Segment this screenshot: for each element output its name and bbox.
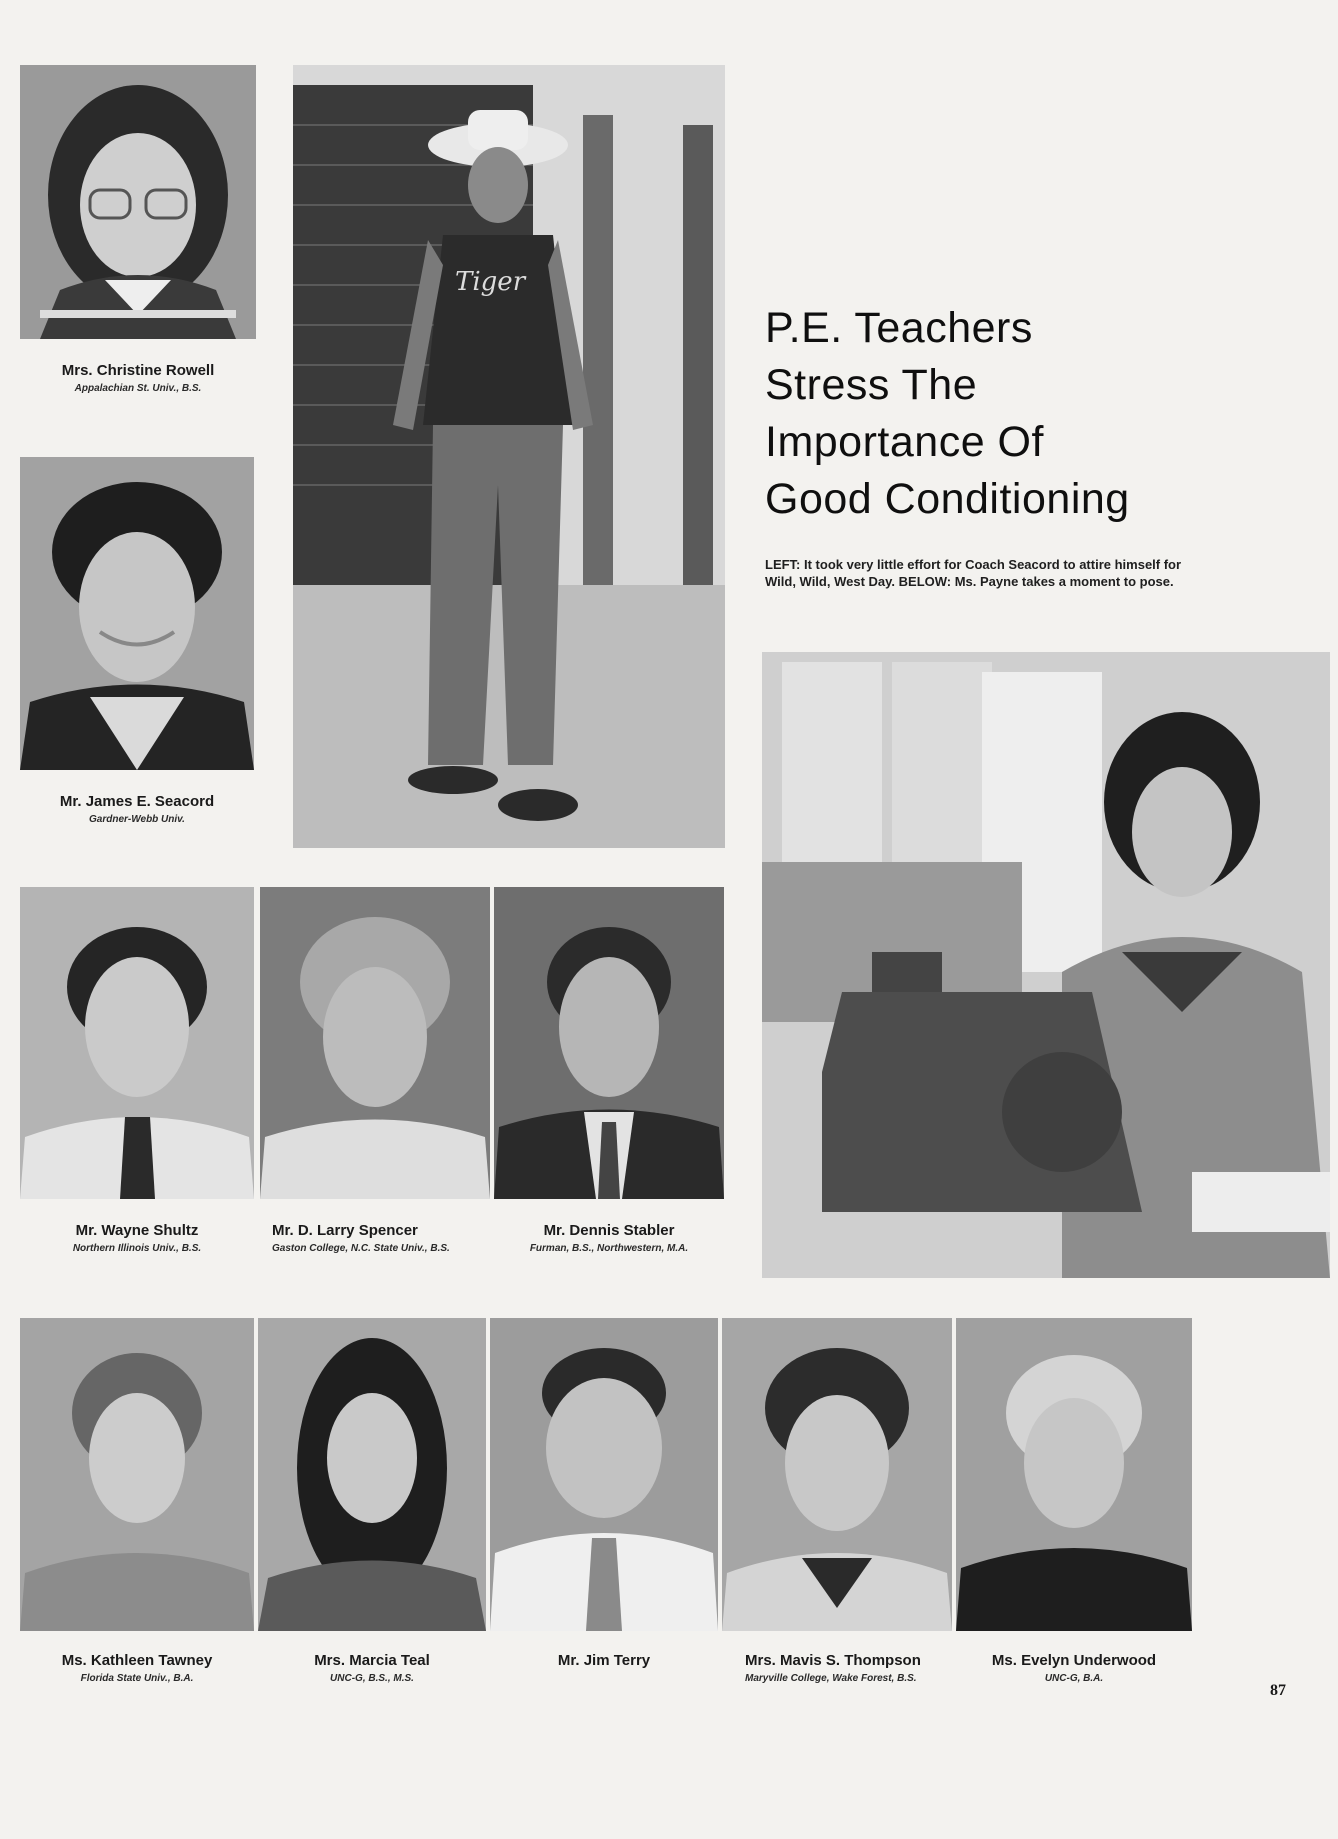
caption-seacord [20, 793, 254, 826]
teacher-degree: Appalachian St. Univ., B.S. [74, 382, 202, 394]
teacher-name: Mrs. Christine Rowell [61, 362, 215, 379]
photo-coach-seacord-western-day [293, 65, 725, 848]
teacher-name: Mrs. Marcia Teal [314, 1652, 430, 1669]
portrait-kathleen-tawney [20, 1318, 254, 1631]
portrait-jim-terry [490, 1318, 718, 1631]
teacher-name: Ms. Kathleen Tawney [61, 1652, 213, 1669]
teacher-degree: Maryville College, Wake Forest, B.S. [745, 1672, 917, 1684]
teacher-degree: Gaston College, N.C. State Univ., B.S. [272, 1242, 450, 1254]
caption-spencer [272, 1222, 478, 1255]
portrait-mavis-thompson [722, 1318, 952, 1631]
caption-shultz [20, 1222, 254, 1255]
caption-teal [258, 1652, 486, 1685]
teacher-name: Mr. D. Larry Spencer [272, 1222, 418, 1239]
teacher-name: Mr. Dennis Stabler [543, 1222, 675, 1239]
teacher-degree: Florida State Univ., B.A. [80, 1672, 194, 1684]
portrait-wayne-shultz [20, 887, 254, 1199]
teacher-name: Mr. Wayne Shultz [75, 1222, 199, 1239]
teacher-name: Ms. Evelyn Underwood [991, 1652, 1157, 1669]
teacher-degree: Northern Illinois Univ., B.S. [72, 1242, 202, 1254]
page-number: 87 [1270, 1682, 1286, 1699]
headline-line-4: Good Conditioning [765, 475, 1130, 523]
caption-underwood [956, 1652, 1192, 1685]
teacher-name: Mr. James E. Seacord [59, 793, 215, 810]
caption-tawney [20, 1652, 254, 1685]
headline-line-1: P.E. Teachers [765, 304, 1033, 352]
portrait-larry-spencer [260, 887, 490, 1199]
teacher-degree: UNC-G, B.S., M.S. [330, 1672, 414, 1684]
caption-stabler [494, 1222, 724, 1255]
headline-line-3: Importance Of [765, 418, 1044, 466]
photo-ms-payne [762, 652, 1330, 1278]
headline-line-2: Stress The [765, 361, 978, 409]
portrait-dennis-stabler [494, 887, 724, 1199]
caption-rowell [20, 362, 256, 395]
shirt-text: Tiger [455, 267, 526, 297]
portrait-marcia-teal [258, 1318, 486, 1631]
teacher-name: Mr. Jim Terry [557, 1652, 651, 1669]
teacher-name: Mrs. Mavis S. Thompson [745, 1652, 921, 1669]
portrait-james-seacord [20, 457, 254, 770]
teacher-degree: Gardner-Webb Univ. [89, 813, 185, 825]
portrait-christine-rowell [20, 65, 256, 339]
teacher-degree: Furman, B.S., Northwestern, M.A. [529, 1242, 689, 1254]
portrait-evelyn-underwood [956, 1318, 1192, 1631]
page-headline [765, 300, 1305, 528]
caption-terry [490, 1652, 718, 1673]
photo-caption: LEFT: It took very little effort for Coach Seacord to attire himself for Wild, Wild, West Day. BELOW: Ms. Payne takes a moment to pose. [765, 557, 1182, 589]
caption-thompson [745, 1652, 941, 1685]
teacher-degree: UNC-G, B.A. [1044, 1672, 1104, 1684]
